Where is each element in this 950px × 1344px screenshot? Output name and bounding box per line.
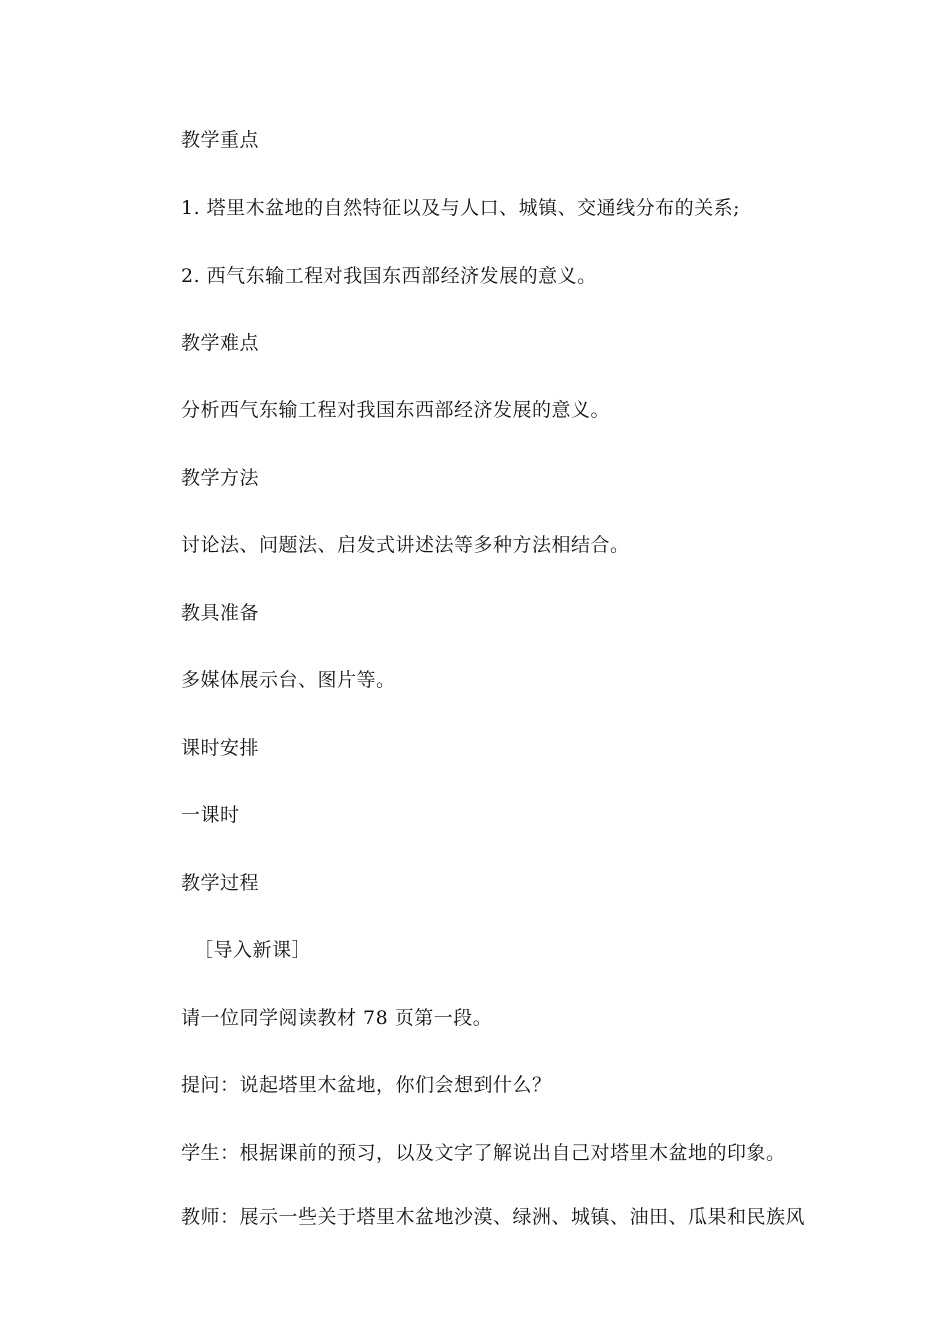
process-line-teacher: 教师：展示一些关于塔里木盆地沙漠、绿洲、城镇、油田、瓜果和民族风 bbox=[181, 1206, 806, 1228]
method-text: 讨论法、问题法、启发式讲述法等多种方法相结合。 bbox=[181, 534, 630, 556]
heading-class-schedule: 课时安排 bbox=[181, 737, 260, 759]
focus-item-1: 1. 塔里木盆地的自然特征以及与人口、城镇、交通线分布的关系; bbox=[181, 197, 741, 219]
focus-item-2: 2. 西气东输工程对我国东西部经济发展的意义。 bbox=[181, 265, 597, 287]
aids-text: 多媒体展示台、图片等。 bbox=[181, 669, 396, 691]
heading-teaching-method: 教学方法 bbox=[181, 467, 260, 489]
heading-teaching-process: 教学过程 bbox=[181, 872, 260, 894]
heading-teaching-aids: 教具准备 bbox=[181, 602, 260, 624]
heading-teaching-difficulty: 教学难点 bbox=[181, 332, 260, 354]
process-line-question: 提问：说起塔里木盆地，你们会想到什么？ bbox=[181, 1074, 552, 1096]
section-introduce-new-lesson: ［导入新课］ bbox=[194, 939, 312, 961]
process-line-read-textbook: 请一位同学阅读教材 78 页第一段。 bbox=[181, 1007, 493, 1029]
heading-teaching-focus: 教学重点 bbox=[181, 129, 260, 151]
process-line-student: 学生：根据课前的预习，以及文字了解说出自己对塔里木盆地的印象。 bbox=[181, 1142, 786, 1164]
schedule-text: 一课时 bbox=[181, 804, 240, 826]
difficulty-text: 分析西气东输工程对我国东西部经济发展的意义。 bbox=[181, 399, 611, 421]
